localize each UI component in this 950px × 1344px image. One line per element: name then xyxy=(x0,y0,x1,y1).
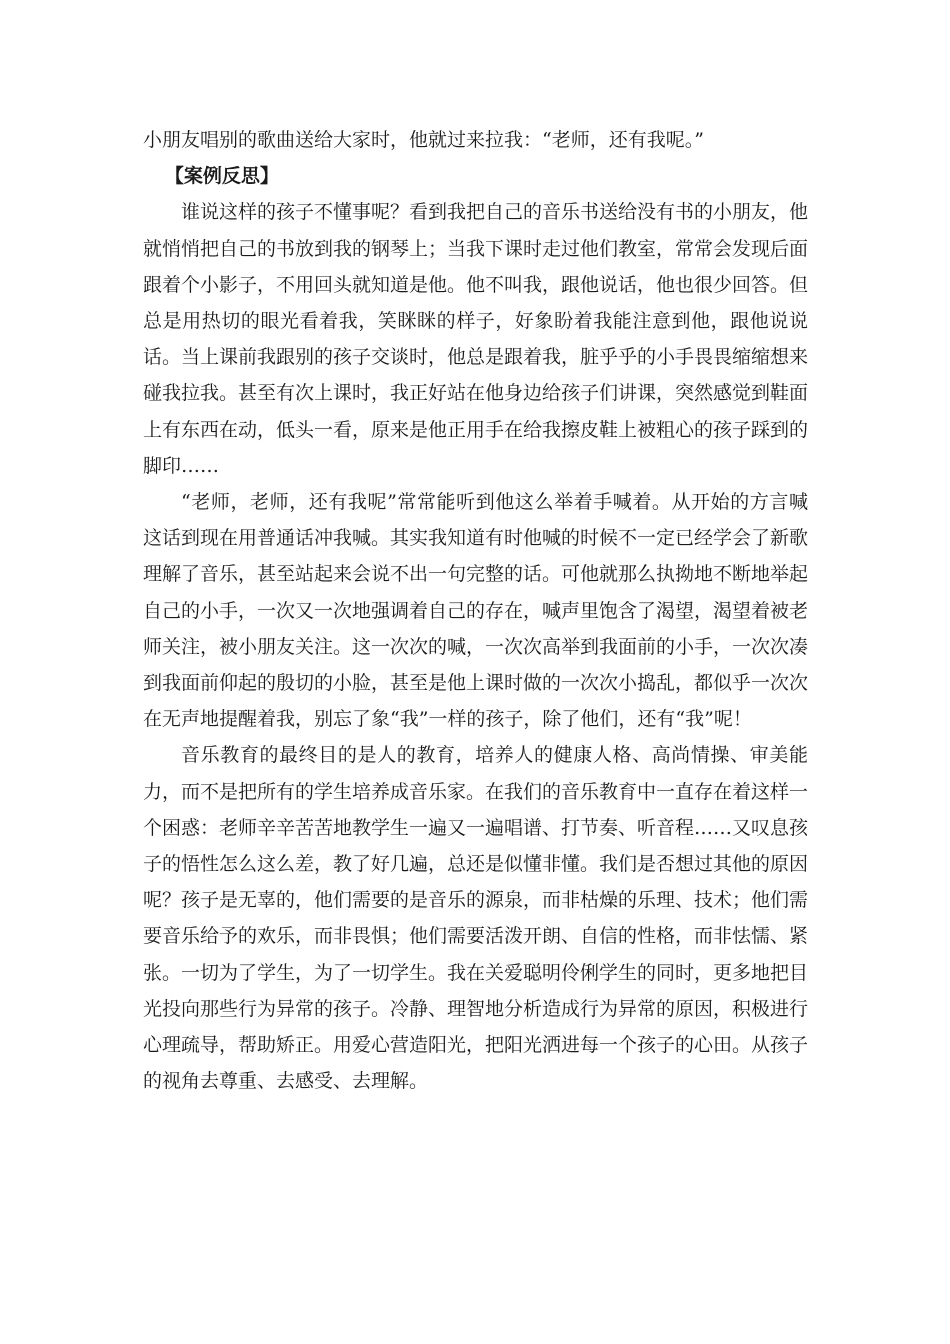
paragraph-continuation: 小朋友唱别的歌曲送给大家时，他就过来拉我：“老师，还有我呢。” xyxy=(143,129,704,151)
paragraph-reflection-3: 音乐教育的最终目的是人的教育，培养人的健康人格、高尚情操、审美能力，而不是把所有的学生培养成音乐家。在我们的音乐教育中一直存在着这样一个困惑：老师辛辛苦苦地教学生一遍又一遍唱谱、打节奏、听音程……又叹息孩子的悟性怎么这么差，教了好几遍，总还是似懂非懂。我们是否想过其他的原因呢？孩子是无辜的，他们需要的是音乐的源泉，而非枯燥的乐理、技术；他们需要音乐给予的欢乐，而非畏惧；他们需要活泼开朗、自信的性格，而非怯懦、紧张。一切为了学生，为了一切学生。我在关爱聪明伶俐学生的同时，更多地把目光投向那些行为异常的孩子。冷静、理智地分析造成行为异常的原因，积极进行心理疏导，帮助矫正。用爱心营造阳光，把阳光洒进每一个孩子的心田。从孩子的视角去尊重、去感受、去理解。 xyxy=(143,744,809,1093)
paragraph-reflection-1: 谁说这样的孩子不懂事呢？看到我把自己的音乐书送给没有书的小朋友，他就悄悄把自己的书放到我的钢琴上；当我下课时走过他们教室，常常会发现后面跟着个小影子，不用回头就知道是他。他不叫我，跟他说话，他也很少回答。但总是用热切的眼光看着我，笑眯眯的样子，好象盼着我能注意到他，跟他说说话。当上课前我跟别的孩子交谈时，他总是跟着我，脏乎乎的小手畏畏缩缩想来碰我拉我。甚至有次上课时，我正好站在他身边给孩子们讲课，突然感觉到鞋面上有东西在动，低头一看，原来是他正用手在给我擦皮鞋上被粗心的孩子踩到的脚印…… xyxy=(143,201,809,477)
paragraph-reflection-2: “老师，老师，还有我呢”常常能听到他这么举着手喊着。从开始的方言喊这话到现在用普通话冲我喊。其实我知道有时他喊的时候不一定已经学会了新歌理解了音乐，甚至站起来会说不出一句完整的话。可他就那么执拗地不断地举起自己的小手，一次又一次地强调着自己的存在，喊声里饱含了渴望，渴望着被老师关注，被小朋友关注。这一次次的喊，一次次高举到我面前的小手，一次次凑到我面前仰起的殷切的小脸，甚至是他上课时做的一次次小捣乱，都似乎一次次在无声地提醒着我，别忘了象“我”一样的孩子，除了他们，还有“我”呢！ xyxy=(143,491,809,731)
document-body xyxy=(143,122,808,1099)
section-heading-case-reflection: 【案例反思】 xyxy=(164,165,279,188)
